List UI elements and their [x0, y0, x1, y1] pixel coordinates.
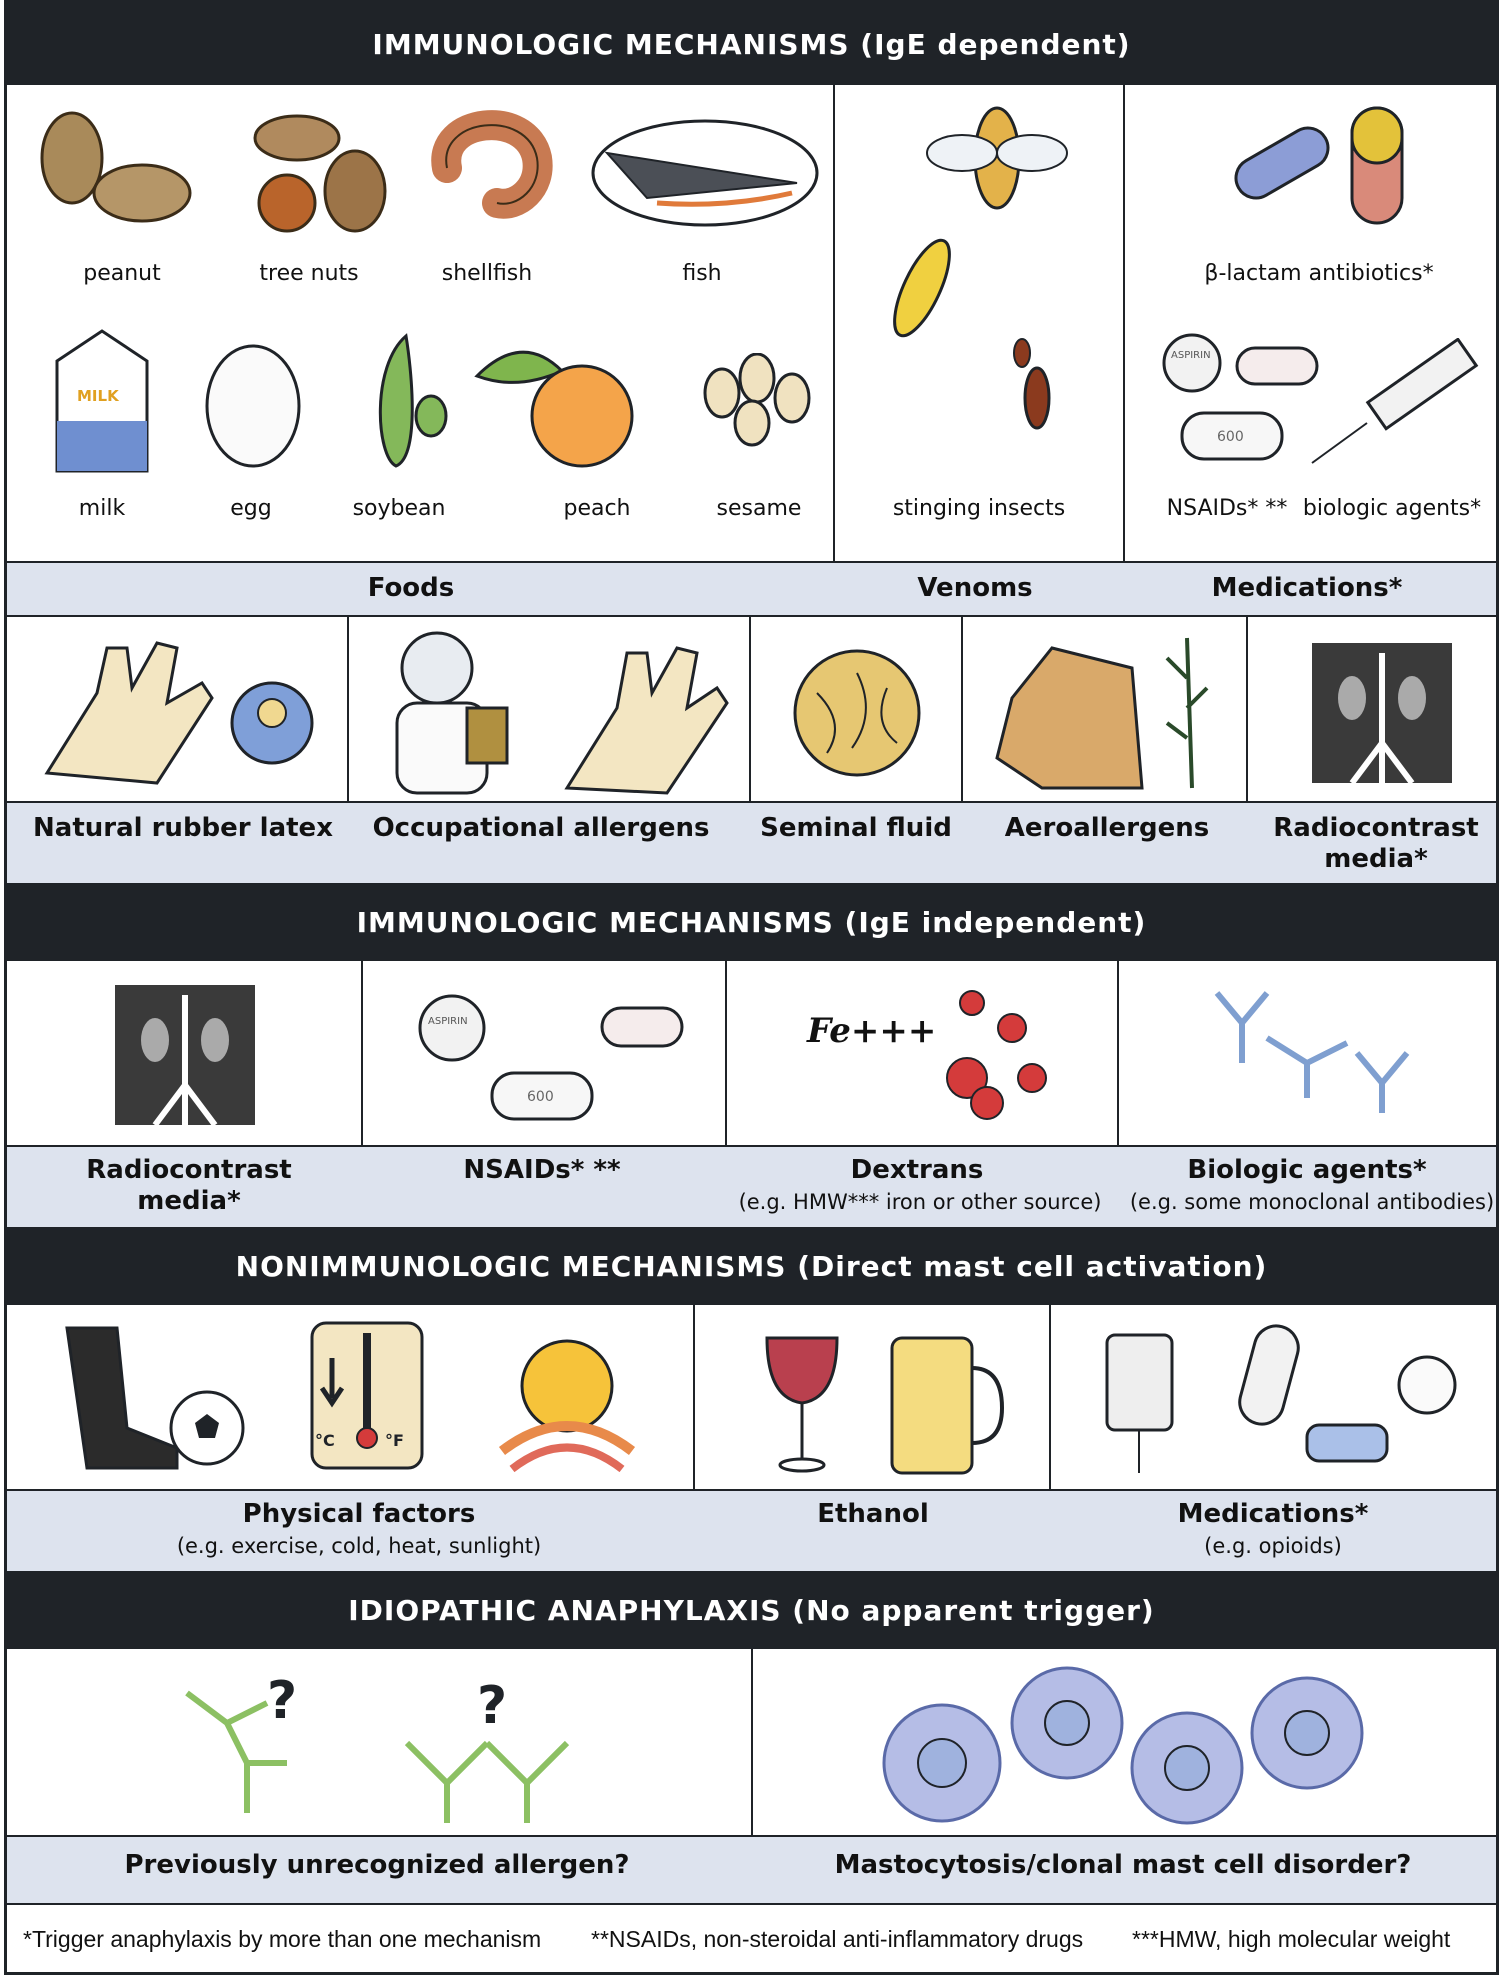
- section-header-nonimmunologic: [7, 1227, 1496, 1305]
- section-title: NONIMMUNOLOGIC MECHANISMS (Direct mast cell activation): [235, 1249, 1268, 1283]
- fish-icon: [587, 113, 822, 233]
- peach-label: peach: [563, 496, 631, 521]
- tree-nuts-label: tree nuts: [259, 261, 359, 286]
- biologic2-sublabel: (e.g. some monoclonal antibodies): [1129, 1190, 1495, 1214]
- question-mark-1: ?: [267, 1671, 298, 1731]
- medications3-icon: [1097, 1315, 1467, 1475]
- footnote-2: **NSAIDs, non-steroidal anti-inflammatory drugs: [591, 1926, 1084, 1952]
- medications-group-label: Medications*: [1211, 573, 1403, 603]
- dextrans-label: Dextrans: [850, 1155, 984, 1185]
- alcohol-glasses-icon: [757, 1323, 1007, 1478]
- soybean-icon: [351, 326, 451, 471]
- iron-formula: Fe+++: [807, 1011, 937, 1051]
- occupational-label: Occupational allergens: [372, 813, 710, 843]
- capsules-icon: [1222, 103, 1432, 233]
- milk-carton-icon: [47, 321, 157, 481]
- section-header-ige-dependent: [7, 3, 1496, 85]
- mast-cells-icon: [867, 1663, 1407, 1828]
- unrecognized-allergen-label: Previously unrecognized allergen?: [124, 1850, 630, 1880]
- radiocontrast-label-line1: Radiocontrast: [1273, 813, 1479, 843]
- aeroallergens-icon: [982, 628, 1232, 793]
- egg-label: egg: [230, 496, 272, 521]
- fish-label: fish: [682, 261, 722, 286]
- sun-icon: [492, 1321, 642, 1476]
- pill-600-text: 600: [1217, 429, 1244, 445]
- aspirin-text: ASPIRIN: [1171, 350, 1211, 361]
- ethanol-label: Ethanol: [817, 1499, 929, 1529]
- occupational-icon: [367, 628, 737, 798]
- foods-group-label: Foods: [367, 573, 455, 603]
- milk-carton-text: MILK: [77, 387, 119, 405]
- sesame-icon: [697, 353, 817, 453]
- aspirin2-text: ASPIRIN: [428, 1016, 468, 1027]
- red-blood-cells-icon: [942, 988, 1062, 1128]
- syringe-icon: [1307, 338, 1487, 468]
- question-mark-2: ?: [477, 1676, 508, 1736]
- stinging-insects-icon: [857, 98, 1107, 478]
- thermometer-icon: [307, 1318, 427, 1478]
- footnote-1: *Trigger anaphylaxis by more than one mechanism: [23, 1926, 542, 1952]
- soccer-icon: [47, 1318, 247, 1478]
- biologic2-label: Biologic agents*: [1187, 1155, 1427, 1185]
- latex-glove-icon: [37, 633, 337, 793]
- latex-label: Natural rubber latex: [33, 813, 333, 843]
- nsaids2-label: NSAIDs* **: [463, 1155, 621, 1185]
- pill-600b-text: 600: [527, 1089, 554, 1105]
- sesame-label: sesame: [716, 496, 802, 521]
- venoms-group-label: Venoms: [917, 573, 1033, 603]
- tree-nuts-icon: [237, 103, 397, 243]
- section-title: IDIOPATHIC ANAPHYLAXIS (No apparent trigger): [348, 1593, 1155, 1627]
- section-title: IMMUNOLOGIC MECHANISMS (IgE dependent): [372, 27, 1131, 61]
- nsaid-pills2-icon: [412, 988, 692, 1128]
- medications3-sublabel: (e.g. opioids): [1204, 1534, 1342, 1558]
- section-header-idiopathic: [7, 1571, 1496, 1649]
- nsaids-label: NSAIDs* **: [1166, 496, 1288, 521]
- radiocontrast-image-icon: [1312, 643, 1452, 783]
- mastocytosis-label: Mastocytosis/clonal mast cell disorder?: [834, 1850, 1412, 1880]
- biologic-agents-label: biologic agents*: [1302, 496, 1482, 521]
- radiocontrast-image2-icon: [115, 985, 255, 1125]
- shellfish-label: shellfish: [441, 261, 533, 286]
- peach-icon: [467, 331, 637, 471]
- peanut-label: peanut: [83, 261, 161, 286]
- fahrenheit-text: °F: [385, 1431, 404, 1450]
- aeroallergens-label: Aeroallergens: [1004, 813, 1210, 843]
- physical-factors-label: Physical factors: [242, 1499, 476, 1529]
- beta-lactam-label: β-lactam antibiotics*: [1204, 261, 1434, 286]
- seminal-label: Seminal fluid: [760, 813, 952, 843]
- section-title: IMMUNOLOGIC MECHANISMS (IgE independent): [356, 905, 1147, 939]
- celsius-text: °C: [315, 1431, 335, 1450]
- seminal-fluid-icon: [787, 643, 927, 783]
- egg-icon: [203, 331, 303, 471]
- footnote-3: ***HMW, high molecular weight: [1132, 1926, 1451, 1952]
- section-header-ige-independent: [7, 883, 1496, 961]
- medications3-label: Medications*: [1177, 1499, 1369, 1529]
- dextrans-sublabel: (e.g. HMW*** iron or other source): [738, 1190, 1102, 1214]
- radiocontrast2-label-line2: media*: [137, 1186, 241, 1216]
- peanut-icon: [27, 103, 197, 243]
- radiocontrast-label-line2: media*: [1324, 844, 1428, 874]
- antibodies-icon: [1197, 983, 1427, 1123]
- physical-factors-sublabel: (e.g. exercise, cold, heat, sunlight): [176, 1534, 542, 1558]
- stinging-insects-label: stinging insects: [892, 496, 1066, 521]
- milk-label: milk: [78, 496, 126, 521]
- anaphylaxis-triggers-figure: [4, 0, 1499, 1975]
- radiocontrast2-label-line1: Radiocontrast: [86, 1155, 292, 1185]
- unknown-antibodies-icon: [167, 1663, 587, 1828]
- soybean-label: soybean: [352, 496, 446, 521]
- shrimp-icon: [417, 98, 567, 238]
